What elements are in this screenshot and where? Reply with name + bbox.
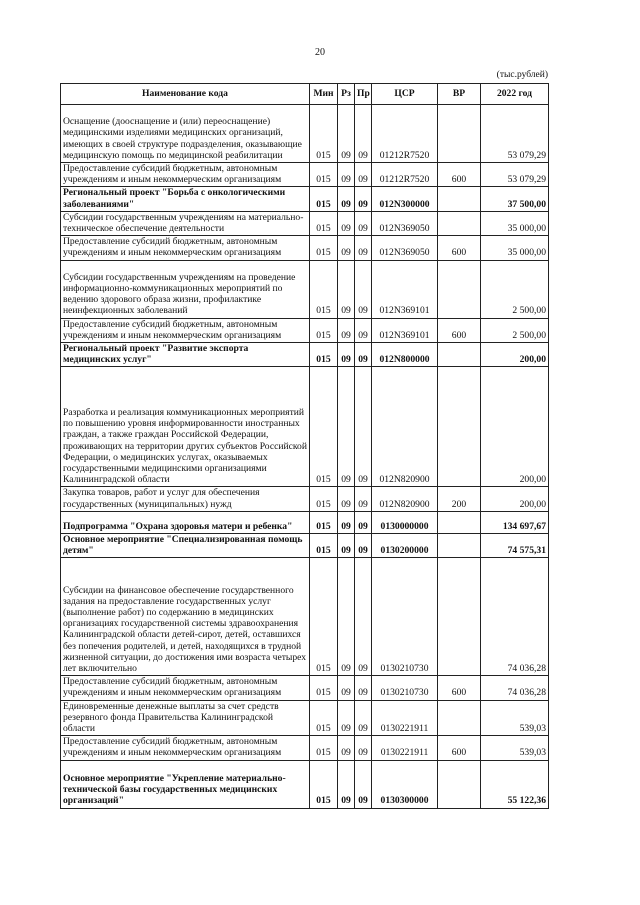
cell-rz: 09 [338, 236, 355, 260]
cell-name: Предоставление субсидий бюджетным, автономным учреждениям и иным некоммерческим организациям [61, 236, 310, 260]
cell-amount: 53 079,29 [481, 105, 549, 163]
cell-rz: 09 [338, 533, 355, 557]
cell-name: Предоставление субсидий бюджетным, автономным учреждениям и иным некоммерческим организациям [61, 676, 310, 700]
cell-pr: 09 [355, 211, 372, 235]
cell-amount: 35 000,00 [481, 211, 549, 235]
cell-csr: 01212R7520 [372, 105, 438, 163]
cell-pr: 09 [355, 367, 372, 487]
table-row [61, 700, 549, 736]
cell-vr [438, 260, 481, 318]
cell-vr: 600 [438, 236, 481, 260]
header-rz: Рз [338, 84, 355, 105]
cell-csr: 012N820900 [372, 367, 438, 487]
cell-name: Подпрограмма "Охрана здоровья матери и ребенка" [61, 511, 310, 533]
cell-name: Региональный проект "Развитие экспорта медицинских услуг" [61, 343, 310, 367]
cell-amount: 200,00 [481, 487, 549, 511]
cell-pr: 09 [355, 187, 372, 211]
cell-vr [438, 700, 481, 736]
cell-amount: 200,00 [481, 367, 549, 487]
cell-amount: 134 697,67 [481, 511, 549, 533]
cell-pr: 09 [355, 260, 372, 318]
cell-name: Предоставление субсидий бюджетным, автономным учреждениям и иным некоммерческим организациям [61, 318, 310, 342]
cell-amount: 37 500,00 [481, 187, 549, 211]
cell-csr: 012N369050 [372, 236, 438, 260]
cell-min: 015 [310, 260, 338, 318]
cell-csr: 0130000000 [372, 511, 438, 533]
cell-csr: 0130210730 [372, 558, 438, 676]
cell-amount: 74 036,28 [481, 558, 549, 676]
cell-amount: 53 079,29 [481, 163, 549, 187]
table-row [61, 487, 549, 511]
cell-rz: 09 [338, 676, 355, 700]
cell-csr: 0130200000 [372, 533, 438, 557]
cell-pr: 09 [355, 700, 372, 736]
cell-min: 015 [310, 700, 338, 736]
cell-pr: 09 [355, 318, 372, 342]
table-row [61, 511, 549, 533]
cell-rz: 09 [338, 487, 355, 511]
cell-amount: 539,03 [481, 700, 549, 736]
cell-rz: 09 [338, 211, 355, 235]
cell-csr: 012N820900 [372, 487, 438, 511]
cell-csr: 012N369101 [372, 318, 438, 342]
cell-rz: 09 [338, 700, 355, 736]
cell-rz: 09 [338, 367, 355, 487]
cell-vr: 600 [438, 163, 481, 187]
table-row [61, 187, 549, 211]
cell-rz: 09 [338, 511, 355, 533]
cell-pr: 09 [355, 163, 372, 187]
cell-min: 015 [310, 105, 338, 163]
cell-name: Субсидии государственным учреждениям на материально-техническое обеспечение деятельности [61, 211, 310, 235]
cell-amount: 74 036,28 [481, 676, 549, 700]
cell-rz: 09 [338, 105, 355, 163]
header-vr: ВР [438, 84, 481, 105]
header-csr: ЦСР [372, 84, 438, 105]
table-row [61, 367, 549, 487]
cell-amount: 55 122,36 [481, 760, 549, 808]
cell-pr: 09 [355, 558, 372, 676]
cell-vr [438, 105, 481, 163]
cell-amount: 539,03 [481, 736, 549, 760]
cell-pr: 09 [355, 533, 372, 557]
cell-csr: 0130221911 [372, 700, 438, 736]
cell-vr [438, 343, 481, 367]
cell-pr: 09 [355, 487, 372, 511]
cell-vr [438, 187, 481, 211]
header-name: Наименование кода [61, 84, 310, 105]
cell-name: Предоставление субсидий бюджетным, автономным учреждениям и иным некоммерческим организациям [61, 163, 310, 187]
cell-rz: 09 [338, 760, 355, 808]
cell-amount: 35 000,00 [481, 236, 549, 260]
table-row [61, 676, 549, 700]
table-row [61, 105, 549, 163]
table-row [61, 211, 549, 235]
cell-pr: 09 [355, 676, 372, 700]
cell-amount: 2 500,00 [481, 318, 549, 342]
table-row [61, 236, 549, 260]
cell-vr [438, 533, 481, 557]
cell-vr [438, 760, 481, 808]
cell-name: Разработка и реализация коммуникационных мероприятий по повышению уровня информированности иностранных граждан, а также граждан Российской Федерации, проживающих на территории других субъектов Российской Федерации, о медицинских услугах, оказываемых государственными медицинскими организациями Калининградской области [61, 367, 310, 487]
cell-rz: 09 [338, 558, 355, 676]
cell-name: Предоставление субсидий бюджетным, автономным учреждениям и иным некоммерческим организациям [61, 736, 310, 760]
cell-rz: 09 [338, 187, 355, 211]
cell-pr: 09 [355, 511, 372, 533]
cell-rz: 09 [338, 343, 355, 367]
cell-csr: 0130300000 [372, 760, 438, 808]
cell-vr: 600 [438, 318, 481, 342]
cell-vr [438, 558, 481, 676]
page-number: 20 [315, 47, 325, 58]
units-label: (тыс.рублей) [496, 70, 548, 80]
table-row [61, 533, 549, 557]
cell-csr: 01212R7520 [372, 163, 438, 187]
table-row [61, 760, 549, 808]
cell-vr [438, 211, 481, 235]
cell-min: 015 [310, 736, 338, 760]
table-row [61, 736, 549, 760]
cell-csr: 012N369101 [372, 260, 438, 318]
cell-pr: 09 [355, 105, 372, 163]
cell-min: 015 [310, 511, 338, 533]
cell-vr: 200 [438, 487, 481, 511]
cell-min: 015 [310, 487, 338, 511]
cell-csr: 012N300000 [372, 187, 438, 211]
cell-name: Единовременные денежные выплаты за счет средств резервного фонда Правительства Калининградской области [61, 700, 310, 736]
cell-min: 015 [310, 558, 338, 676]
cell-amount: 74 575,31 [481, 533, 549, 557]
header-row [61, 84, 549, 105]
cell-rz: 09 [338, 260, 355, 318]
cell-pr: 09 [355, 736, 372, 760]
cell-name: Региональный проект "Борьба с онкологическими заболеваниями" [61, 187, 310, 211]
cell-pr: 09 [355, 236, 372, 260]
cell-name: Основное мероприятие "Специализированная помощь детям" [61, 533, 310, 557]
cell-min: 015 [310, 343, 338, 367]
cell-name: Субсидии государственным учреждениям на проведение информационно-коммуникационных мероприятий по ведению здорового образа жизни, профилактике неинфекционных заболеваний [61, 260, 310, 318]
cell-vr: 600 [438, 736, 481, 760]
cell-name: Закупка товаров, работ и услуг для обеспечения государственных (муниципальных) нужд [61, 487, 310, 511]
header-min: Мин [310, 84, 338, 105]
cell-min: 015 [310, 367, 338, 487]
cell-pr: 09 [355, 343, 372, 367]
cell-vr [438, 367, 481, 487]
table-row [61, 558, 549, 676]
cell-name: Субсидии на финансовое обеспечение государственного задания на предоставление государственных услуг (выполнение работ) по содержанию в медицинских организациях государственной системы здравоохранения Калининградской области детей-сирот, детей, оставшихся без попечения родителей, и детей, находящихся в трудной жизненной ситуации, до достижения ими возраста четырех лет включительно [61, 558, 310, 676]
cell-min: 015 [310, 211, 338, 235]
table-row [61, 260, 549, 318]
cell-vr [438, 511, 481, 533]
cell-vr: 600 [438, 676, 481, 700]
cell-min: 015 [310, 187, 338, 211]
cell-rz: 09 [338, 163, 355, 187]
cell-csr: 0130221911 [372, 736, 438, 760]
table-row [61, 343, 549, 367]
cell-csr: 0130210730 [372, 676, 438, 700]
table-row [61, 163, 549, 187]
cell-rz: 09 [338, 318, 355, 342]
header-year: 2022 год [481, 84, 549, 105]
table-row [61, 318, 549, 342]
cell-amount: 200,00 [481, 343, 549, 367]
cell-min: 015 [310, 760, 338, 808]
cell-pr: 09 [355, 760, 372, 808]
cell-min: 015 [310, 533, 338, 557]
cell-rz: 09 [338, 736, 355, 760]
cell-min: 015 [310, 676, 338, 700]
cell-min: 015 [310, 318, 338, 342]
cell-csr: 012N800000 [372, 343, 438, 367]
cell-csr: 012N369050 [372, 211, 438, 235]
cell-name: Основное мероприятие "Укрепление материально-технической базы государственных медицинских организаций" [61, 760, 310, 808]
header-pr: Пр [355, 84, 372, 105]
cell-name: Оснащение (дооснащение и (или) переоснащение) медицинскими изделиями медицинских организаций, имеющих в своей структуре подразделения, оказывающие медицинскую помощь по медицинской реабилитации [61, 105, 310, 163]
budget-table [60, 83, 549, 809]
cell-min: 015 [310, 163, 338, 187]
cell-min: 015 [310, 236, 338, 260]
cell-amount: 2 500,00 [481, 260, 549, 318]
